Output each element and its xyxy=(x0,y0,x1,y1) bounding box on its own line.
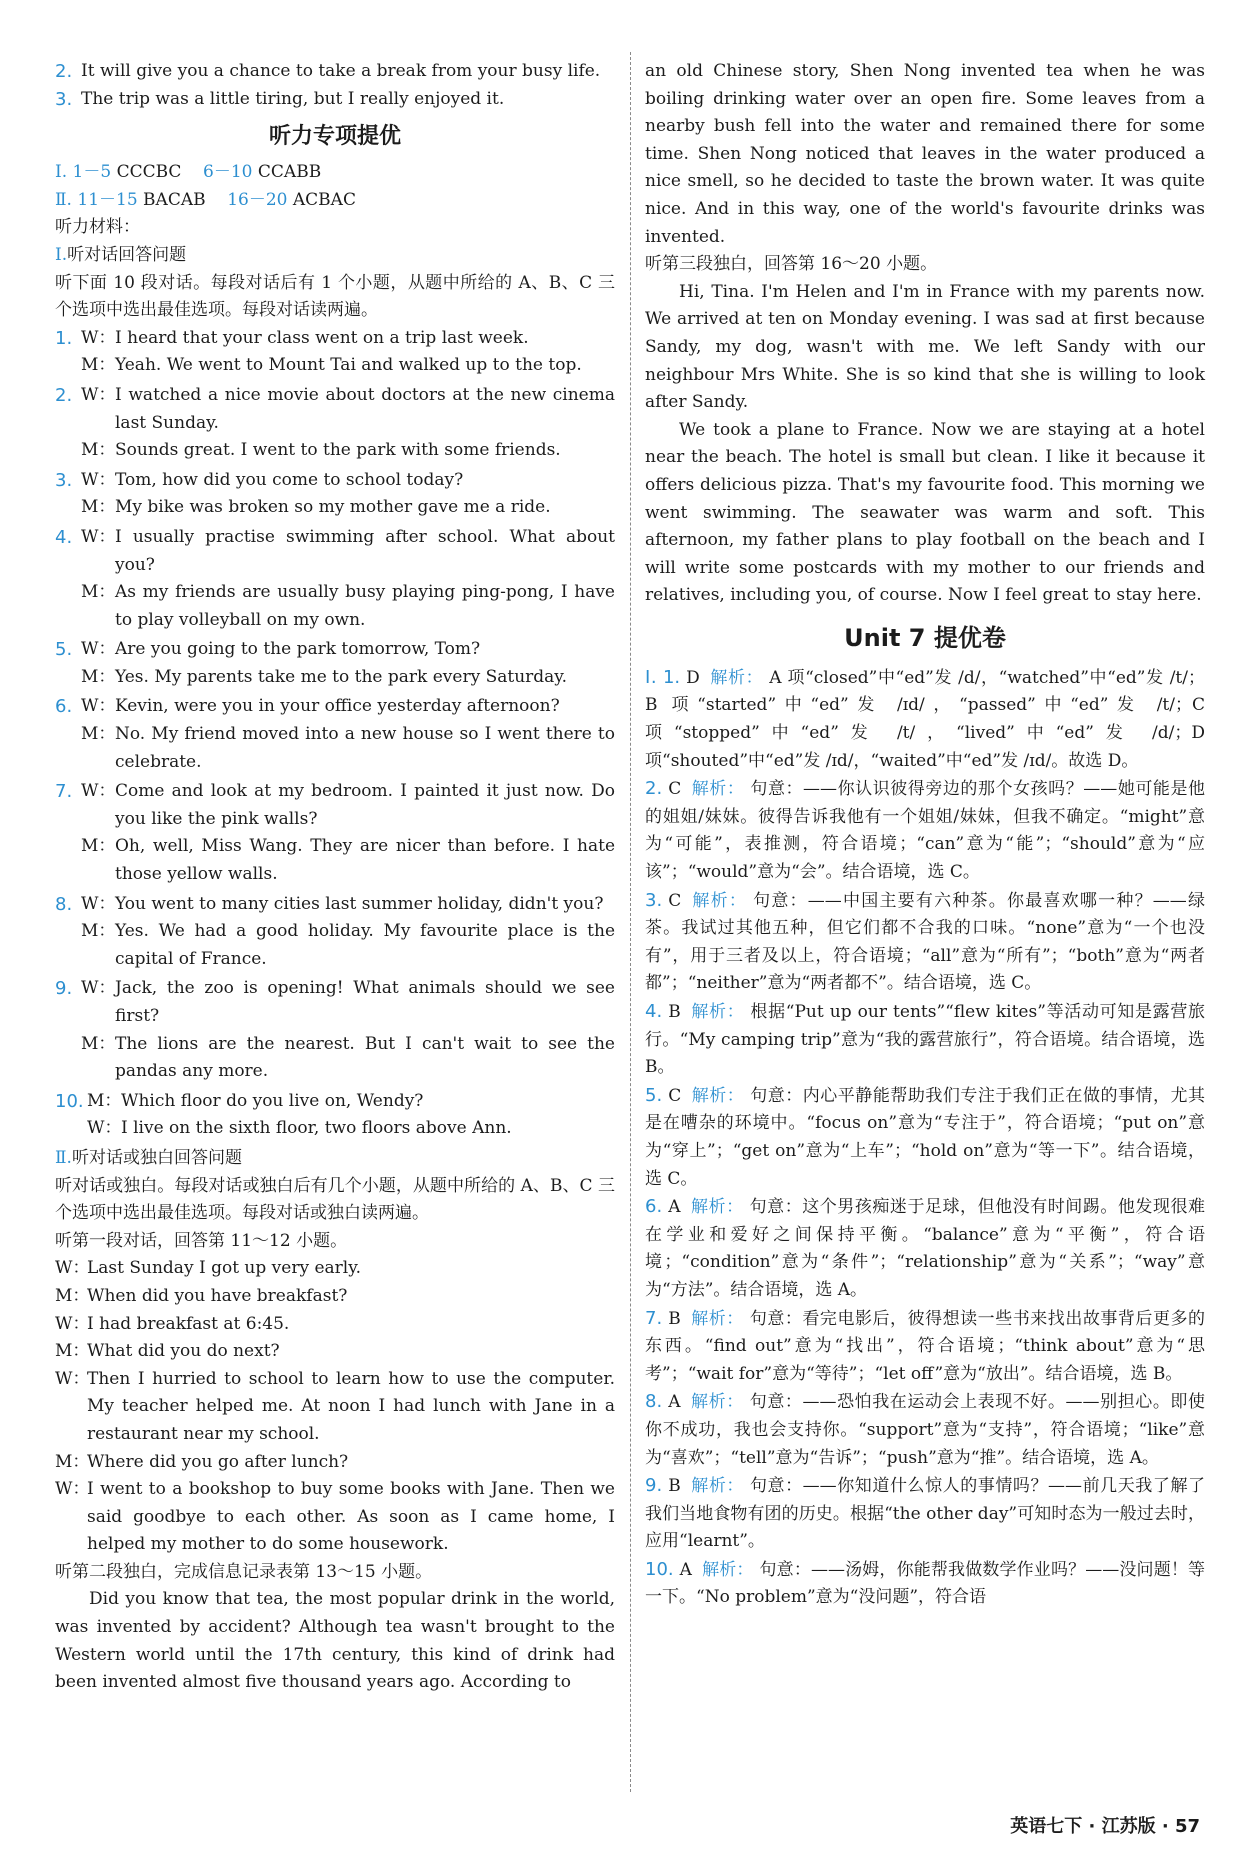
list-item: 3. The trip was a little tiring, but I really enjoyed it. xyxy=(55,88,505,110)
speaker: M： xyxy=(81,836,116,857)
item-number: 2. xyxy=(55,384,73,406)
item-number: 4. xyxy=(55,526,73,548)
speaker: W： xyxy=(81,327,116,348)
dialogue-line xyxy=(55,437,615,465)
dialogue xyxy=(55,325,615,380)
item-number: 7. xyxy=(55,781,73,803)
item-number: 6. xyxy=(55,696,73,718)
analysis-label: 解析： xyxy=(690,1392,744,1413)
dialogue-line xyxy=(55,1115,615,1143)
speaker: W： xyxy=(81,893,116,914)
dialogue-line xyxy=(55,891,615,919)
analysis-item xyxy=(645,1305,1205,1389)
dialogue-text: My bike was broken so my mother gave me a ride. xyxy=(115,497,551,518)
conversation-text: I had breakfast at 6:45. xyxy=(87,1313,290,1334)
part2-second-label: 听第二段独白，完成信息记录表第 13～15 小题。 xyxy=(55,1561,433,1582)
analysis-item xyxy=(645,664,1205,775)
answer-letter: A xyxy=(668,1197,681,1218)
item-number: 8. xyxy=(645,1391,663,1413)
part2-third-label: 听第三段独白，回答第 16～20 小题。 xyxy=(645,254,938,275)
dialogue xyxy=(55,382,615,465)
answer-letter: B xyxy=(668,1476,681,1497)
answer-letter: D xyxy=(686,667,700,688)
conversation-line xyxy=(55,1338,615,1366)
speaker: W： xyxy=(81,978,116,999)
analysis-item xyxy=(645,998,1205,1082)
dialogue xyxy=(55,524,615,634)
dialogue-line xyxy=(55,1031,615,1086)
answer-row: Ⅰ. 1－5 CCCBC 6－10 CCABB xyxy=(55,162,322,183)
dialogue xyxy=(55,1088,615,1143)
dialogue-text: Kevin, were you in your office yesterday afternoon? xyxy=(115,696,560,717)
dialogue-text: Yes. My parents take me to the park every Saturday. xyxy=(115,666,568,687)
dialogue xyxy=(55,975,615,1085)
dialogue-line xyxy=(55,664,615,692)
speaker: M： xyxy=(81,1033,116,1054)
answer-letter: C xyxy=(668,779,682,800)
conversation-text: Then I hurried to school to learn how to use the computer. My teacher helped me. At noon I had lunch with Jane in a restaurant near my school. xyxy=(87,1368,615,1444)
analysis-label: 解析： xyxy=(690,1002,745,1022)
conversation-text: Last Sunday I got up very early. xyxy=(87,1258,361,1279)
item-number: 9. xyxy=(645,1475,663,1497)
material-label: 听力材料： xyxy=(55,217,140,238)
monologue-paragraph: We took a plane to France. Now we are staying at a hotel near the beach. The hotel is small but clean. I like it because it offers delicious pizza. That's my favourite food. This morning we went swimming. The seawater was warm and soft. This afternoon, my father plans to play football on the beach and I will write some postcards with my mother to our friends and relatives, including you, of course. Now I feel great to stay here. xyxy=(645,419,1205,606)
speaker: W： xyxy=(81,526,116,547)
speaker: W： xyxy=(81,639,116,660)
analysis-label: 解析： xyxy=(701,1559,754,1580)
item-number: 2. xyxy=(645,778,663,800)
conversation-text: I went to a bookshop to buy some books with Jane. Then we said goodbye to each other. As soon as I came home, I helped my mother to do some housework. xyxy=(87,1479,615,1555)
analysis-text: 根据“Put up our tents”“flew kites”等活动可知是露营旅行。“My camping trip”意为“我的露营旅行”，符合语境。结合语境，选 B。 xyxy=(645,1002,1205,1078)
conversation-line xyxy=(55,1311,615,1339)
left-column xyxy=(55,58,615,1697)
right-column xyxy=(645,58,1205,1612)
analysis-item xyxy=(645,1556,1205,1612)
item-number: 3. xyxy=(55,469,73,491)
speaker: W： xyxy=(55,1258,90,1279)
analysis-item xyxy=(645,1472,1205,1556)
dialogue-text: Oh, well, Miss Wang. They are nicer than before. I hate those yellow walls. xyxy=(115,836,615,885)
conversation-line xyxy=(55,1283,615,1311)
conversation-text: Where did you go after lunch? xyxy=(87,1451,349,1472)
analysis-item xyxy=(645,887,1205,998)
analysis-list xyxy=(645,664,1205,1612)
list-item: 2. It will give you a chance to take a break from your busy life. xyxy=(55,61,601,82)
dialogue-line xyxy=(55,636,615,664)
analysis-label: 解析： xyxy=(691,779,745,800)
dialogue-line xyxy=(55,778,615,833)
part1-instructions: 听下面 10 段对话。每段对话后有 1 个小题，从题中所给的 A、B、C 三个选项中选出最佳选项。每段对话读两遍。 xyxy=(55,272,615,321)
speaker: W： xyxy=(81,781,116,802)
item-number: 10. xyxy=(55,1090,84,1112)
answer-letter: C xyxy=(668,890,682,911)
speaker: M： xyxy=(81,497,116,518)
tea-paragraph-cont: an old Chinese story, Shen Nong invented tea when he was boiling drinking water over an open fire. Some leaves from a nearby bush fell into the water and remained there for some time. Shen Nong noticed that leaves in the water produced a nice smell, so he decided to taste the brown water. It was quite nice. And in this way, one of the world's favourite drinks was invented. xyxy=(645,61,1205,247)
dialogue xyxy=(55,778,615,888)
dialogue-text: Come and look at my bedroom. I painted it just now. Do you like the pink walls? xyxy=(115,781,615,829)
conversation-text: When did you have breakfast? xyxy=(87,1285,348,1306)
dialogue-line xyxy=(55,918,615,973)
dialogue-text: I usually practise swimming after school. What about you? xyxy=(115,526,615,575)
dialogue-line xyxy=(55,352,615,380)
analysis-item xyxy=(645,775,1205,886)
analysis-item xyxy=(645,1388,1205,1472)
answer-letter: A xyxy=(668,1392,681,1413)
analysis-text: 句意：这个男孩痴迷于足球，但他没有时间踢。他发现很难在学业和爱好之间保持平衡。“balance”意为“平衡”，符合语境；“condition”意为“条件”；“relationship”意为“关系”；“way”意为“方法”。结合语境，选 A。 xyxy=(645,1197,1206,1300)
analysis-label: 解析： xyxy=(690,1476,744,1497)
conversation-line xyxy=(55,1449,615,1477)
part2-title: Ⅱ.听对话或独白回答问题 xyxy=(55,1147,242,1168)
dialogue-line xyxy=(55,325,615,353)
section-title: 听力专项提优 xyxy=(268,124,401,150)
conversation-line xyxy=(55,1476,615,1559)
monologue-paragraph: Hi, Tina. I'm Helen and I'm in France with my parents now. We arrived at ten on Monday evening. I was sad at first because Sandy, my dog, wasn't with me. We left Sandy with our neighbour Mrs White. She is so kind that she is willing to look after Sandy. xyxy=(645,281,1205,413)
part2-instructions: 听对话或独白。每段对话或独白后有几个小题，从题中所给的 A、B、C 三个选项中选出最佳选项。每段对话或独白读两遍。 xyxy=(55,1175,615,1224)
answer-letter: B xyxy=(668,1002,681,1022)
dialogue-line xyxy=(55,494,615,522)
speaker: M： xyxy=(81,724,116,745)
dialogue-text: As my friends are usually busy playing ping-pong, I have to play volleyball on my own. xyxy=(115,582,615,630)
speaker: W： xyxy=(87,1118,122,1139)
dialogue xyxy=(55,467,615,522)
answer-letter: C xyxy=(668,1085,682,1106)
analysis-text: 句意：——中国主要有六种茶。你最喜欢哪一种？——绿茶。我试过其他五种，但它们都不合我的口味。“none”意为“一个也没有”，用于三者及以上，符合语境；“all”意为“所有”；“both”意为“两者都”；“neither”意为“两者都不”。结合语境，选 C。 xyxy=(645,890,1206,994)
dialogue-line xyxy=(55,1088,615,1116)
speaker: M： xyxy=(81,921,116,942)
speaker: W： xyxy=(81,384,116,405)
item-number: 7. xyxy=(645,1307,663,1329)
speaker: M： xyxy=(81,440,116,461)
item-number: 9. xyxy=(55,978,73,1000)
speaker: M： xyxy=(55,1341,90,1362)
speaker: W： xyxy=(55,1313,90,1334)
dialogue-text: I heard that your class went on a trip last week. xyxy=(115,327,529,348)
dialogue-text: No. My friend moved into a new house so I went there to celebrate. xyxy=(115,724,615,772)
item-number: 4. xyxy=(645,1001,663,1022)
conversation-line xyxy=(55,1366,615,1449)
analysis-label: 解析： xyxy=(691,890,748,911)
item-number: 6. xyxy=(645,1196,663,1218)
dialogue-line xyxy=(55,833,615,888)
dialogue xyxy=(55,693,615,776)
dialogue-text: The lions are the nearest. But I can't wait to see the pandas any more. xyxy=(115,1033,615,1082)
page-footer: 英语七下 · 江苏版 · 57 xyxy=(1010,1816,1200,1837)
dialogue-line xyxy=(55,382,615,437)
dialogue-text: I live on the sixth floor, two floors above Ann. xyxy=(121,1118,512,1139)
dialogue-line xyxy=(55,975,615,1030)
dialogue-line xyxy=(55,579,615,634)
item-number: 5. xyxy=(55,639,73,661)
conversation xyxy=(55,1255,615,1559)
speaker: M： xyxy=(55,1285,90,1306)
dialogue-line xyxy=(55,721,615,776)
analysis-text: 句意：——你认识彼得旁边的那个女孩吗？——她可能是他的姐姐/妹妹。彼得告诉我他有一个姐姐/妹妹，但我不确定。“might”意为“可能”，表推测，符合语境；“can”意为“能”；“should”意为“应该”；“would”意为“会”。结合语境，选 C。 xyxy=(645,779,1206,883)
dialogue-text: You went to many cities last summer holiday, didn't you? xyxy=(115,893,604,914)
unit-title: Unit 7 提优卷 xyxy=(844,623,1006,652)
dialogue-text: Jack, the zoo is opening! What animals should we see first? xyxy=(115,978,615,1026)
dialogue-text: Which floor do you live on, Wendy? xyxy=(121,1090,424,1111)
analysis-text: 句意：——恐怕我在运动会上表现不好。——别担心。即使你不成功，我也会支持你。“support”意为“支持”，符合语境；“like”意为“喜欢”；“tell”意为“告诉”；“push”意为“推”。结合语境，选 A。 xyxy=(645,1392,1206,1468)
column-divider xyxy=(630,52,631,1792)
dialogue xyxy=(55,636,615,691)
item-number: 3. xyxy=(645,889,663,911)
conversation-line xyxy=(55,1255,615,1283)
dialogue-text: Are you going to the park tomorrow, Tom? xyxy=(115,639,481,660)
analysis-label: 解析： xyxy=(690,1308,744,1329)
part2-first-label: 听第一段对话，回答第 11～12 小题。 xyxy=(55,1230,348,1251)
speaker: W： xyxy=(55,1368,90,1389)
dialogue-text: Yeah. We went to Mount Tai and walked up to the top. xyxy=(115,355,582,376)
speaker: W： xyxy=(81,696,116,717)
speaker: M： xyxy=(87,1090,122,1111)
analysis-label: 解析： xyxy=(690,1197,744,1218)
analysis-label: 解析： xyxy=(709,667,764,688)
speaker: M： xyxy=(81,355,116,376)
speaker: M： xyxy=(81,582,116,603)
analysis-text: 句意：看完电影后，彼得想读一些书来找出故事背后更多的东西。“find out”意为“找出”，符合语境；“think about”意为“思考”；“wait for”意为“等待”；“let off”意为“放出”。结合语境，选 B。 xyxy=(645,1308,1206,1384)
tea-paragraph: Did you know that tea, the most popular drink in the world, was invented by accident? Although tea wasn't brought to the Western world until the 17th century, this kind of drink had been invented almost five thousand years ago. According to xyxy=(55,1589,615,1693)
analysis-text: 句意：——你知道什么惊人的事情吗？——前几天我了解了我们当地食物有团的历史。根据“the other day”可知时态为一般过去时，应用“learnt”。 xyxy=(645,1476,1206,1552)
answer-letter: B xyxy=(668,1308,681,1329)
dialogue-text: I watched a nice movie about doctors at the new cinema last Sunday. xyxy=(115,384,615,433)
dialogue-text: Yes. We had a good holiday. My favourite place is the capital of France. xyxy=(115,921,615,969)
dialogue-line xyxy=(55,524,615,579)
analysis-item xyxy=(645,1082,1205,1193)
dialogue-line xyxy=(55,693,615,721)
dialogue-line xyxy=(55,467,615,495)
part1-title: Ⅰ.听对话回答问题 xyxy=(55,244,187,265)
speaker: M： xyxy=(81,666,116,687)
conversation-text: What did you do next? xyxy=(87,1341,280,1362)
analysis-label: 解析： xyxy=(691,1085,745,1106)
speaker: W： xyxy=(55,1479,90,1500)
analysis-text: A 项“closed”中“ed”发 /d/，“watched”中“ed”发 /t/；B 项“started”中“ed”发 /ɪd/，“passed”中“ed”发 /t/；C 项“stopped”中“ed”发 /t/，“lived”中“ed”发 /d/；D 项“shouted”中“ed”发 /ɪd/，“waited”中“ed”发 /ɪd/。故选 D。 xyxy=(645,667,1205,771)
dialogue-text: Tom, how did you come to school today? xyxy=(115,469,464,490)
analysis-text: 句意：——汤姆，你能帮我做数学作业吗？——没问题！等一下。“No problem”意为“没问题”，符合语 xyxy=(645,1559,1206,1608)
item-number: 8. xyxy=(55,893,73,915)
answer-row: Ⅱ. 11－15 BACAB 16－20 ACBAC xyxy=(55,189,356,210)
dialogue-list xyxy=(55,325,615,1143)
answer-letter: A xyxy=(679,1559,692,1580)
analysis-text: 句意：内心平静能帮助我们专注于我们正在做的事情，尤其是在嘈杂的环境中。“focus on”意为“专注于”，符合语境；“put on”意为“穿上”；“get on”意为“上车”；“hold on”意为“等一下”。结合语境，选 C。 xyxy=(645,1085,1206,1189)
speaker: W： xyxy=(81,469,116,490)
item-number: 5. xyxy=(645,1084,663,1106)
dialogue xyxy=(55,891,615,974)
analysis-item xyxy=(645,1193,1205,1304)
item-number: 1. xyxy=(55,327,73,349)
item-number: Ⅰ. 1. xyxy=(645,666,681,688)
dialogue-text: Sounds great. I went to the park with some friends. xyxy=(115,440,561,461)
item-number: 10. xyxy=(645,1558,674,1580)
speaker: M： xyxy=(55,1451,90,1472)
